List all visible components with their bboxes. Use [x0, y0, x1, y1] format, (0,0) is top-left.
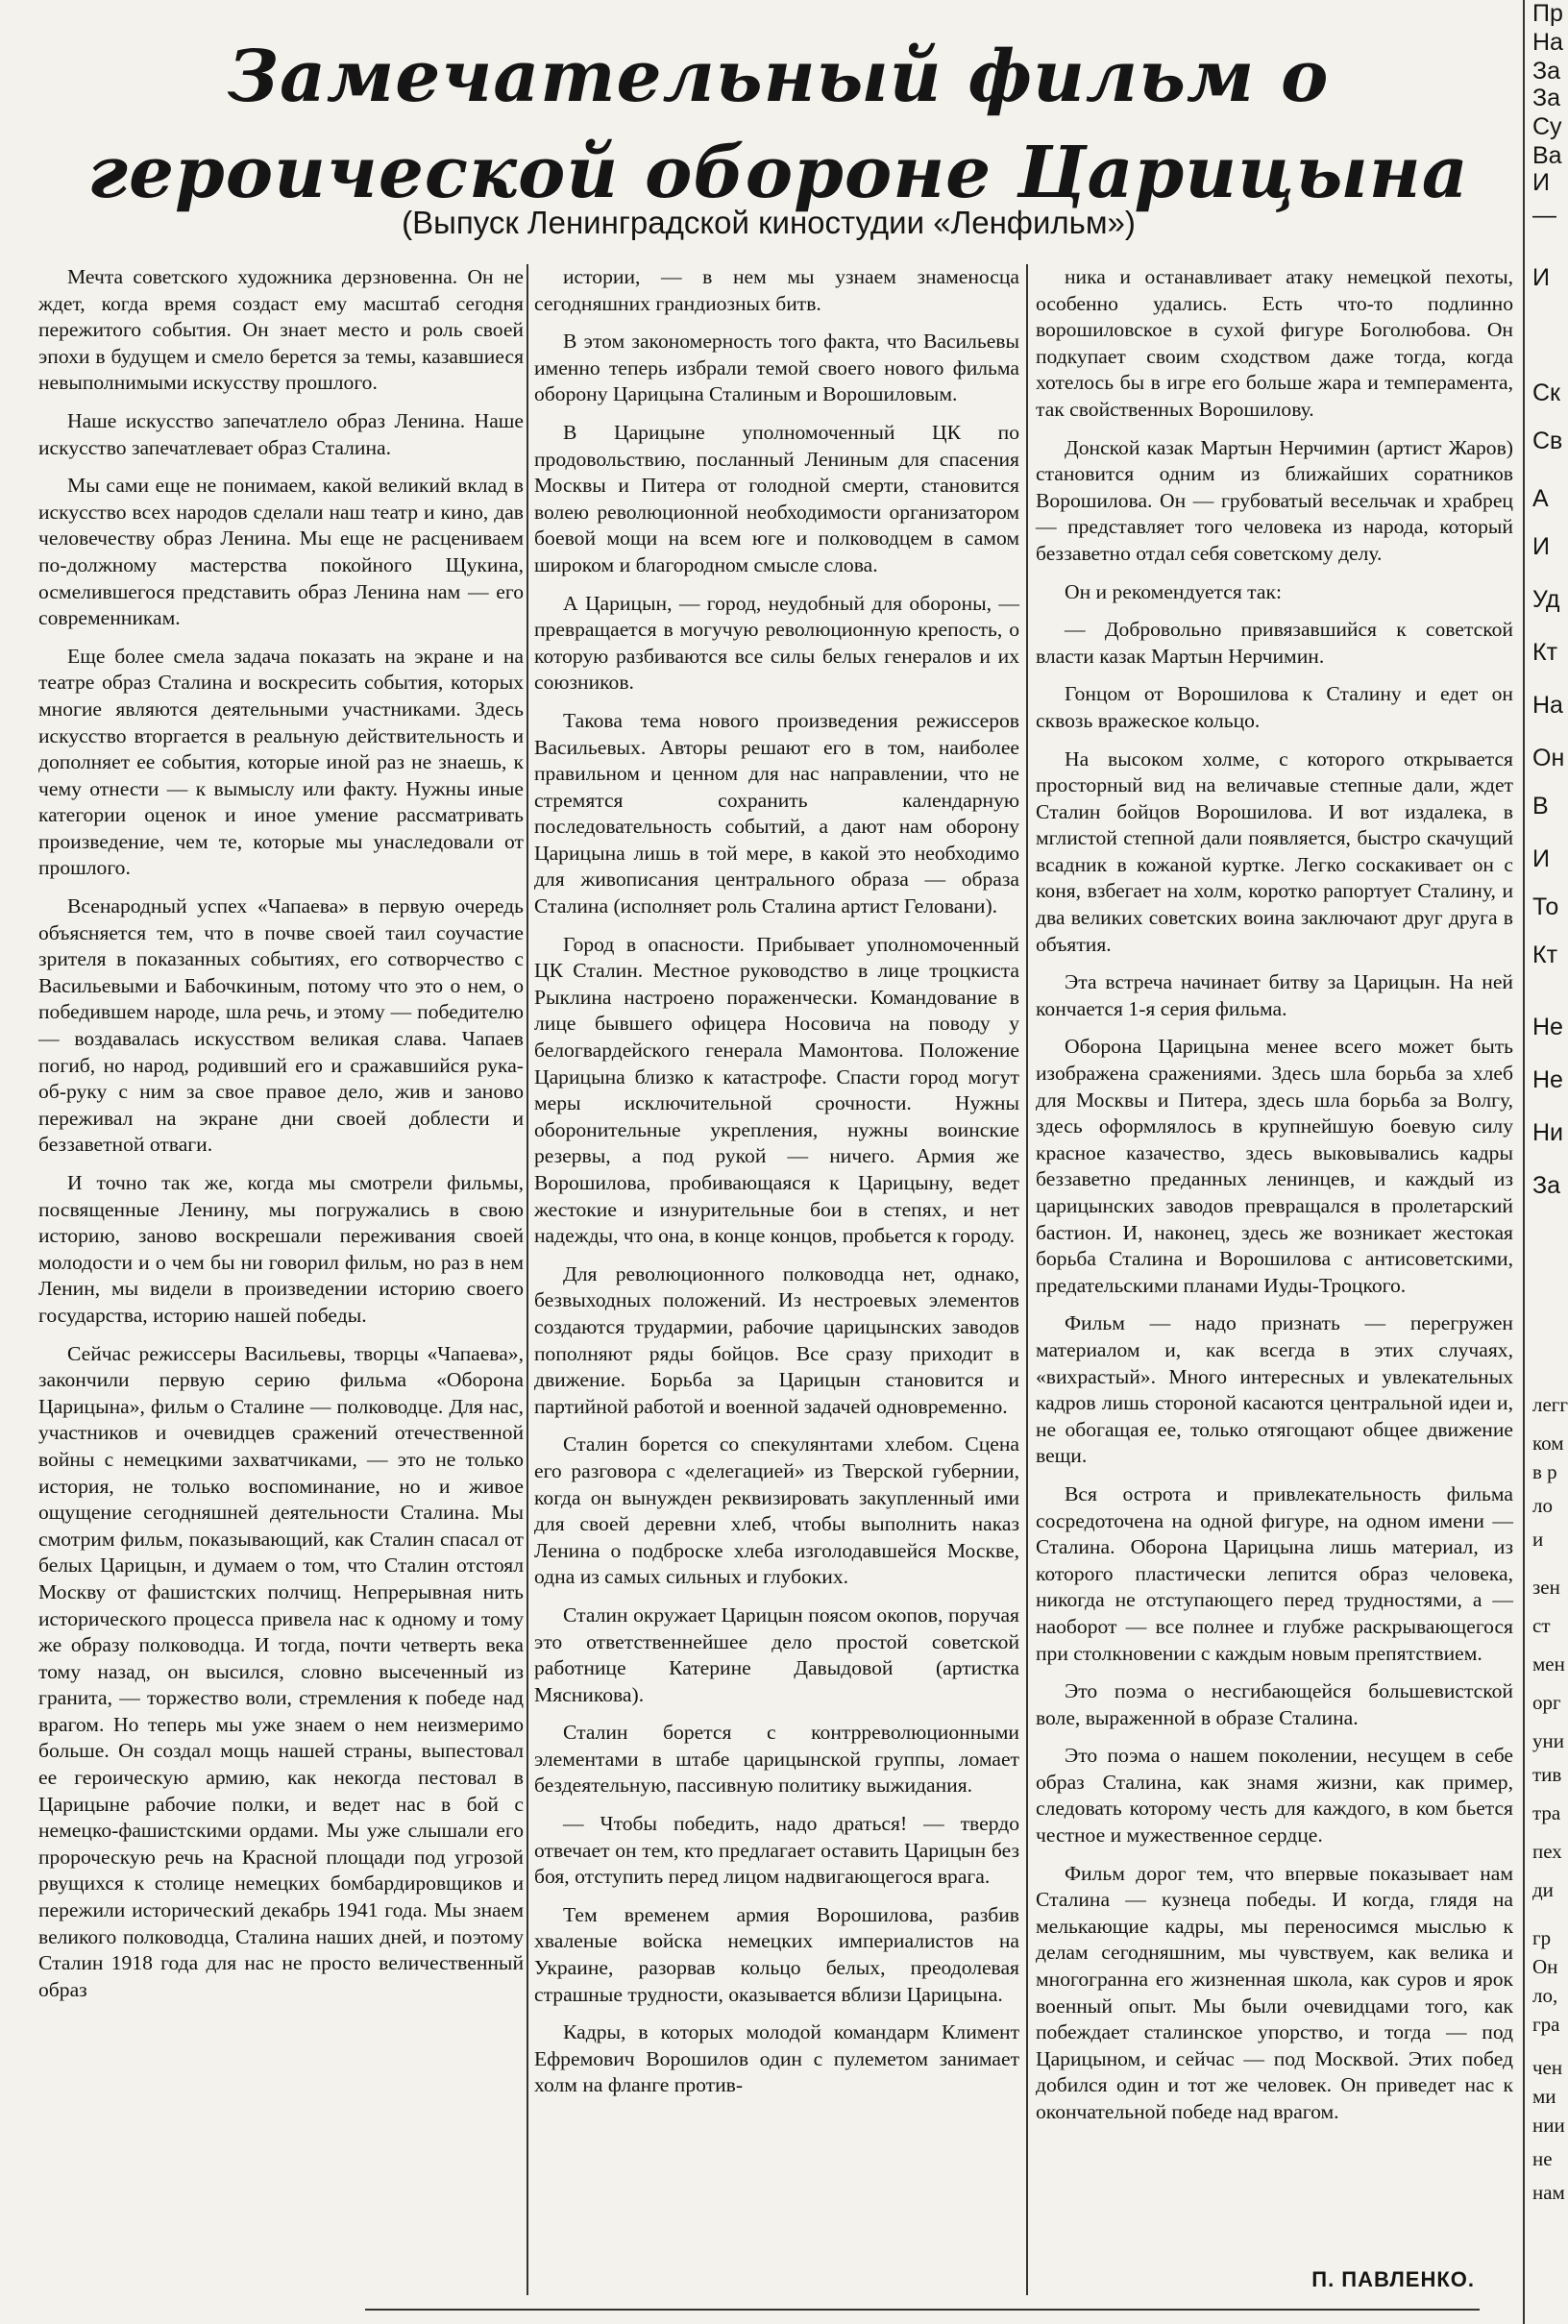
edge-fragment: Ни — [1532, 1119, 1564, 1146]
column-rule — [527, 264, 528, 2295]
article-paragraph: Еще более смела задача показать на экране и на театре образ Сталина и воскресить события, которых многие являются деятельными участниками. Здесь искусство вторгается в реальную действительность и дополняет ее события, которые иной раз не знаешь, к чему отнести — к вымыслу или факту. Нужны иные категории оценок и иное умение рассматривать произведение, чем те, которые мы унаследовали от прошлого. — [38, 644, 524, 880]
article-paragraph: — Добровольно привязавшийся к советской власти казак Мартын Нерчимин. — [1036, 618, 1513, 668]
article-paragraph: Фильм — надо признать — перегружен материалом и, как всегда в этих случаях, «вихрастый». Много интересных и увлекательных кадров лишь стороной касаются центральной идеи и, не обогащая ее, только отягощают общее движение вещи. — [1036, 1311, 1513, 1468]
article-paragraph: Город в опасности. Прибывает уполномоченный ЦК Сталин. Местное руководство в лице троцкиста Рыклина настроено пораженчески. Командование в лице бывшего офицера Носовича на поводу у белогвардейского генерала Мамонтова. Положение Царицына близко к катастрофе. Спасти город могут меры исключительной срочности. Нужны оборонительные укрепления, нужны воинские резервы, а под рукой — ничего. Армия же Ворошилова, пробивающаяся к Царицыну, ведет жестокие и изнурительные бои в степях, и нет надежды, что она, в конце концов, пробьется к городу. — [534, 932, 1019, 1248]
article-paragraph: Всенародный успех «Чапаева» в первую очередь объясняется тем, что в почве своей таил соучастие зрителя в показанных событиях, его сотворчество с Васильевыми и Бабочкиным, потому что это о нем, о победившем народе, шла речь, и этому — победителю — воздавалась искусством великая слава. Чапаев погиб, но народ, родивший его и сражавшийся рука-об-руку с ним за свое правое дело, жив и заново переживал на экране дни своей доблести и беззаветной отваги. — [38, 894, 524, 1157]
edge-fragment: Пр — [1532, 0, 1563, 27]
edge-fragment: Св — [1532, 428, 1563, 454]
article-paragraph: — Чтобы победить, надо драться! — твердо отвечает он тем, кто предлагает оставить Царицын без боя, отступить перед лицом надвигающегося врага. — [534, 1812, 1019, 1889]
edge-fragment: ми — [1532, 2085, 1556, 2108]
article-paragraph: Кадры, в которых молодой командарм Климент Ефремович Ворошилов один с пулеметом занимает холм на фланге против- — [534, 2020, 1019, 2097]
article-paragraph: ника и останавливает атаку немецкой пехоты, особенно удались. Есть что-то подлинно ворошиловское в сухой фигуре Боголюбова. Он подкупает своим сходством даже тогда, когда хотелось бы в игре его больше жара и темперамента, так свойственных Ворошилову. — [1036, 265, 1513, 421]
edge-fragment: И — [1532, 533, 1550, 560]
edge-fragment: В — [1532, 793, 1549, 820]
edge-fragment: легг — [1532, 1393, 1568, 1416]
article-paragraph: Мы сами еще не понимаем, какой великий вклад в искусство всех народов сделали наш театр и кино, дав человечеству образ Ленина. Мы еще не расцениваем по-должному мастерства покойного Щукина, осмелившегося представить образ Ленина нам — его современникам. — [38, 474, 524, 630]
edge-fragment: и — [1532, 1528, 1544, 1551]
edge-fragment: тра — [1532, 1801, 1561, 1824]
edge-fragment: Кт — [1532, 942, 1558, 968]
headline-line-2: героической обороне Царицына — [87, 132, 1469, 214]
article-paragraph: На высоком холме, с которого открывается просторный вид на величавые степные дали, ждет Сталин бойцов Ворошилова. И вот издалека, в мглистой степной дали появляется, быстро скачущий всадник в кожаной куртке. Легко соскакивает он с коня, взбегает на холм, коротко рапортует Сталину, и два великих советских воина заключают друг друга в объятия. — [1036, 746, 1513, 956]
article-paragraph: Оборона Царицына менее всего может быть изображена сражениями. Здесь шла борьба за хлеб для Москвы и Питера, здесь шла борьба за Волгу, здесь оформлялось в крупнейшую боевую силу красное казачество, здесь выковывались кадры беззаветно преданных ленинцев, и каждый из царицынских заводов превращался в пролетарский бастион. И, наконец, здесь же возникает жестокая борьба Сталина и Ворошилова с антисоветскими, предательскими планами Иуды-Троцкого. — [1036, 1035, 1513, 1297]
article-paragraph: Для революционного полководца нет, однако, безвыходных положений. Из нестроевых элементов создаются трудармии, рабочие царицынских заводов пополняют ряды бойцов. Все сразу приходит в движение. Борьба за Царицын становится и партийной работой и военной задачей одновременно. — [534, 1261, 1019, 1418]
article-paragraph: Это поэма о несгибающейся большевистской воле, выраженной в образе Сталина. — [1036, 1679, 1513, 1729]
edge-fragment: За — [1532, 58, 1561, 85]
page-edge-rule — [1523, 0, 1525, 2324]
article-paragraph: Такова тема нового произведения режиссеров Васильевых. Авторы решают его в том, наиболее правильном и ценном для нас направлении, что не стремятся сохранить календарную последовательность событий, а дают нам оборону Царицына лишь в той мере, в какой это необходимо для живописания центрального образа — образа Сталина (исполняет роль Сталина артист Геловани). — [534, 708, 1019, 918]
edge-fragment: Су — [1532, 113, 1562, 140]
edge-fragment: тив — [1532, 1763, 1562, 1786]
edge-fragment: ком — [1532, 1431, 1564, 1455]
edge-fragment: То — [1532, 893, 1559, 920]
edge-fragment: Ск — [1532, 379, 1560, 406]
article-paragraph: Донской казак Мартын Нерчимин (артист Жаров) становится одним из ближайших соратников Ворошилова. Он — грубоватый весельчак и храбрец — представляет того человека из народа, который беззаветно отдал себя советскому делу. — [1036, 435, 1513, 565]
edge-fragment: мен — [1532, 1652, 1565, 1676]
article-paragraph: А Царицын, — город, неудобный для обороны, — превращается в могучую революционную крепость, о которую разбиваются все силы белых генералов и их союзников. — [534, 591, 1019, 695]
edge-fragment: На — [1532, 29, 1563, 56]
article-paragraph: Сейчас режиссеры Васильевы, творцы «Чапаева», закончили первую серию фильма «Оборона Царицына», фильм о Сталине — полководце. Для нас, участников и очевидцев сражений отечественной войны с немецкими захватчиками, — это не только история, не только воспоминание, но и живое ощущение сегодняшней деятельности Сталина. Мы смотрим фильм, показывающий, как Сталин спасал от белых Царицын, и думаем о том, что Сталин отстоял Москву от фашистских полчищ. Непрерывная нить исторического процесса привела нас к одному и тому же образу полководца. И тогда, почти четверть века тому назад, он высился, словно высеченный из гранита, — торжество воли, стремления к победе над врагом. Но теперь мы уже знаем о нем неизмеримо больше. Он создал мощь нашей страны, выпестовал ее героическую армию, как некогда пестовал в Царицыне рабочие полки, и ведет нас в бой с немецко-фашистскими ордами. Мы уже слышали его пророческую речь на Красной площади под угрозой рвущихся к столице немецких бомбардировщиков и пережили исторический декабрь 1941 года. Мы знаем великого полководца, Сталина наших дней, и поэтому Сталин 1918 года для нас не просто величественный образ — [38, 1341, 524, 2001]
edge-fragment: зен — [1532, 1576, 1560, 1599]
edge-fragment: пех — [1532, 1840, 1562, 1863]
edge-fragment: ло — [1532, 1494, 1553, 1517]
article-paragraph: Сталин борется со спекулянтами хлебом. Сцена его разговора с «делегацией» из Тверской губернии, когда он вынужден реквизировать закупленный ими для своей деревни хлеб, чтобы выполнить наказ Ленина о подброске хлеба изголодавшейся Москве, одна из самых сильных и глубоких. — [534, 1432, 1019, 1589]
article-paragraph: Он и рекомендуется так: — [1065, 579, 1282, 603]
edge-fragment: На — [1532, 692, 1563, 719]
article-paragraph: Гонцом от Ворошилова к Сталину и едет он сквозь вражеское кольцо. — [1036, 682, 1513, 732]
edge-fragment: ло, — [1532, 1984, 1558, 2007]
article-paragraph: Фильм дорог тем, что впервые показывает нам Сталина — кузнеца победы. И когда, глядя на мелькающие кадры, мы переносимся мыслью к делам сегодняшним, мы чувствуем, как велика и многогранна его жизненная школа, как суров и ярок военный опыт. Мы были очевидцами того, как побеждает сталинское упорство, и тогда — под Царицыном, и сейчас — под Москвой. Этих побед добился один и тот же человек. Он приведет нас к окончательной победе над врагом. — [1036, 1861, 1513, 2123]
article-paragraph: Эта встреча начинает битву за Царицын. На ней кончается 1-я серия фильма. — [1036, 970, 1513, 1020]
article-paragraph: И точно так же, когда мы смотрели фильмы, посвященные Ленину, мы погружались в свою историю, заново воскрешали переживания своей молодости и о чем бы ни говорил фильм, но раз в нем Ленин, мы видели в произведении историю своего государства, историю нашей победы. — [38, 1171, 524, 1327]
edge-fragment: Он — [1532, 1955, 1558, 1978]
article-paragraph: Вся острота и привлекательность фильма сосредоточена на одной фигуре, на одном имени — Сталина. Оборона Царицына лишь материал, из которого пластически лепится образ человека, никогда не отступающего перед трудностями, а — наоборот — все полнее и глубже раскрывающегося при столкновении с каждым новым препятствием. — [1036, 1481, 1513, 1665]
edge-fragment: ст — [1532, 1614, 1551, 1637]
article-paragraph: Это поэма о нашем поколении, несущем в себе образ Сталина, как знамя жизни, как пример, следовать которому честь для каждого, в ком бьется честное и мужественное сердце. — [1036, 1744, 1513, 1847]
headline — [86, 29, 1470, 221]
article-paragraph: Сталин окружает Царицын поясом окопов, поручая это ответственнейшее дело простой советской работнице Катерине Давыдовой (артистка Мясникова). — [534, 1602, 1019, 1706]
adjacent-column-fragment — [1532, 0, 1568, 2324]
subtitle: (Выпуск Ленинградской киностудии «Ленфильм») — [402, 205, 1136, 240]
article-paragraph: Сталин борется с контрреволюционными элементами в штабе царицынской группы, ломает бездеятельную, пассивную политику выжидания. — [534, 1721, 1019, 1798]
article-paragraph: истории, — в нем мы узнаем знаменосца сегодняшних грандиозных битв. — [534, 265, 1019, 315]
headline-line-1: Замечательный фильм о — [227, 36, 1330, 118]
column-rule — [1026, 264, 1028, 2295]
edge-fragment: И — [1532, 845, 1550, 872]
edge-fragment: гр — [1532, 1926, 1552, 1949]
edge-fragment: А — [1532, 485, 1549, 512]
article-paragraph: Тем временем армия Ворошилова, разбив хваленые войска немецких империалистов на Украине, разорвав кольцо белых, преодолевая страшные трудности, оказывается вблизи Царицына. — [534, 1902, 1019, 2006]
edge-fragment: Не — [1532, 1014, 1563, 1040]
edge-fragment: Он — [1532, 745, 1565, 771]
article-column-1 — [38, 264, 524, 2295]
edge-fragment: Не — [1532, 1066, 1563, 1093]
edge-fragment: нии — [1532, 2114, 1565, 2137]
edge-fragment: не — [1532, 2147, 1553, 2170]
edge-fragment: нам — [1532, 2181, 1565, 2204]
article-column-3 — [1036, 264, 1513, 2295]
edge-fragment: За — [1532, 85, 1561, 111]
edge-fragment: чен — [1532, 2056, 1563, 2079]
article-column-2 — [534, 264, 1019, 2295]
article-paragraph: В этом закономерность того факта, что Васильевы именно теперь избрали темой своего нового фильма оборону Царицына Сталиным и Ворошиловым. — [534, 330, 1019, 406]
edge-fragment: И — [1532, 169, 1550, 196]
author-signature: П. ПАВЛЕНКО. — [1311, 2267, 1475, 2291]
edge-fragment: — — [1532, 202, 1556, 229]
edge-fragment: И — [1532, 264, 1550, 291]
edge-fragment: Кт — [1532, 639, 1558, 666]
edge-fragment: уни — [1532, 1729, 1564, 1752]
edge-fragment: в р — [1532, 1460, 1557, 1483]
bottom-rule — [365, 2309, 1480, 2311]
edge-fragment: Ва — [1532, 142, 1562, 169]
edge-fragment: орг — [1532, 1691, 1561, 1714]
edge-fragment: За — [1532, 1172, 1561, 1199]
edge-fragment: гра — [1532, 2013, 1560, 2036]
article-paragraph: В Царицыне уполномоченный ЦК по продовольствию, посланный Лениным для спасения Москвы и Питера от голодной смерти, становится волею революционной необходимости организатором боевой мощи на всем юге и полководцем в самом широком и благородном смысле слова. — [534, 420, 1019, 576]
article-paragraph: Наше искусство запечатлело образ Ленина. Наше искусство запечатлевает образ Сталина. — [38, 408, 524, 459]
article-paragraph: Мечта советского художника дерзновенна. Он не ждет, когда время создаст ему масштаб сегодня пережитого события. Он знает место и роль своей эпохи в будущем и смело берется за темы, казавшиеся невыполнимыми искусству прошлого. — [38, 265, 524, 395]
edge-fragment: Уд — [1532, 586, 1560, 613]
edge-fragment: ди — [1532, 1878, 1554, 1901]
